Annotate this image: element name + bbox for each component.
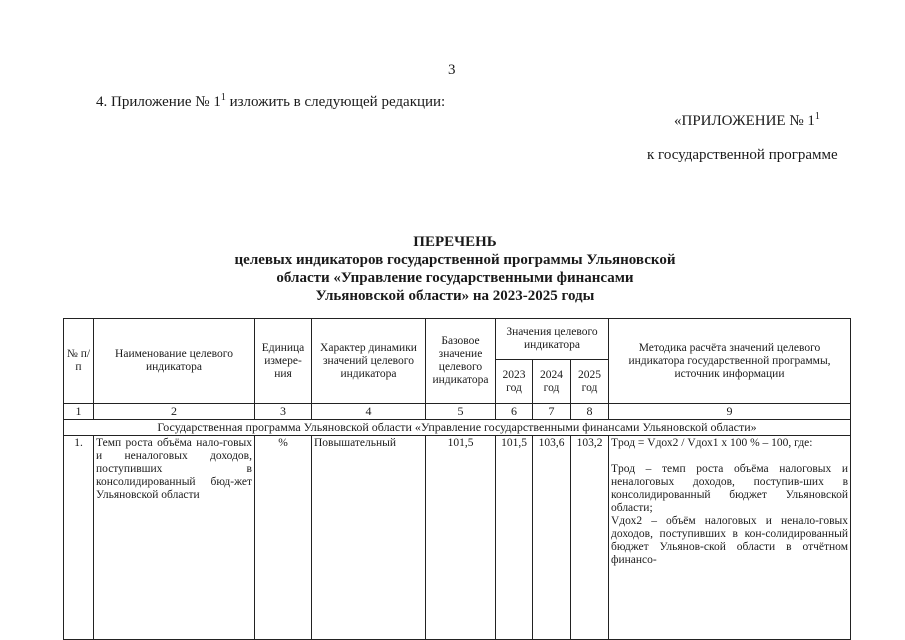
- intro-superscript: 1: [220, 92, 226, 103]
- col-number: 6: [496, 404, 533, 420]
- heading-line-1: ПЕРЕЧЕНЬ: [413, 234, 497, 250]
- col-number: 1: [64, 404, 94, 420]
- program-row: [64, 420, 851, 436]
- page-number: 3: [448, 62, 456, 78]
- column-number-row: [64, 404, 851, 420]
- col-number: 3: [255, 404, 312, 420]
- method-spacer: [611, 450, 848, 463]
- intro-rest: изложить в следующей редакции:: [225, 94, 446, 110]
- col-number: 8: [571, 404, 609, 420]
- appendix-subtitle: к государственной программе: [647, 147, 838, 163]
- row-method: [609, 436, 851, 640]
- header-name: Наименование целевого индикатора: [94, 319, 255, 404]
- program-title: Государственная программа Ульяновской области «Управление государственными финансами Ульяновской области»: [64, 420, 851, 436]
- appendix-title: [674, 111, 820, 130]
- heading-line-2: целевых индикаторов государственной программы Ульяновской: [234, 252, 676, 268]
- row-num: 1.: [64, 436, 94, 640]
- row-value-2023: 101,5: [496, 436, 533, 640]
- header-base: Базовое значение целевого индикатора: [426, 319, 496, 404]
- method-formula: Tрод = Vдох2 / Vдох1 x 100 % – 100, где:: [611, 437, 813, 449]
- header-2024: 2024 год: [533, 360, 571, 404]
- method-paragraph-2: Vдох2 – объём налоговых и ненало-говых доходов, поступивших в кон-солидированный бюджет Ульянов-ской области в отчётном финансо-: [611, 515, 848, 566]
- row-base-value: 101,5: [426, 436, 496, 640]
- col-number: 7: [533, 404, 571, 420]
- row-unit: %: [255, 436, 312, 640]
- col-number: 9: [609, 404, 851, 420]
- header-2023: 2023 год: [496, 360, 533, 404]
- header-values: Значения целевого индикатора: [496, 319, 609, 360]
- row-dynamics: Повышательный: [312, 436, 426, 640]
- intro-paragraph: [96, 92, 445, 111]
- header-row-1: [64, 319, 851, 360]
- header-dynamics: Характер динамики значений целевого индикатора: [312, 319, 426, 404]
- row-value-2024: 103,6: [533, 436, 571, 640]
- header-method: Методика расчёта значений целевого индикатора государственной программы, источник информации: [609, 319, 851, 404]
- heading-line-4: Ульяновской области» на 2023-2025 годы: [315, 288, 595, 304]
- header-2025: 2025 год: [571, 360, 609, 404]
- row-indicator-name: Темп роста объёма нало-говых и неналоговых доходов, поступивших в консолидированный бюд-жет Ульяновской области: [94, 436, 255, 640]
- header-num: № п/п: [64, 319, 94, 404]
- intro-text: 4. Приложение № 1: [96, 94, 221, 110]
- table-row: [64, 436, 851, 640]
- indicators-table: [63, 318, 851, 640]
- col-number: 4: [312, 404, 426, 420]
- heading-line-3: области «Управление государственными финансами: [276, 270, 634, 286]
- col-number: 5: [426, 404, 496, 420]
- appendix-superscript: 1: [814, 111, 820, 122]
- col-number: 2: [94, 404, 255, 420]
- header-unit: Единица измере-ния: [255, 319, 312, 404]
- method-paragraph-1: Tрод – темп роста объёма налоговых и неналоговых доходов, поступив-ших в консолидированный бюджет Ульяновской области;: [611, 463, 848, 514]
- appendix-title-text: «ПРИЛОЖЕНИЕ № 1: [674, 113, 815, 129]
- row-value-2025: 103,2: [571, 436, 609, 640]
